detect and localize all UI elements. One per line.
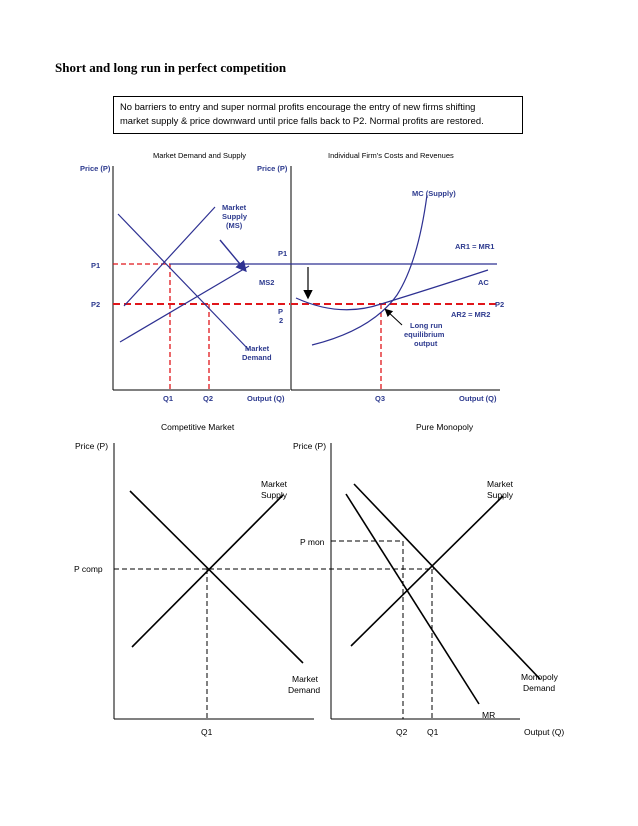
monopoly-title: Pure Monopoly: [416, 422, 474, 432]
competitive-pcomp-label: P comp: [74, 564, 103, 574]
monopoly-demand-curve: [354, 484, 540, 679]
firm-lr-label-1: Long run: [410, 321, 443, 330]
pure-monopoly-diagram: [209, 422, 564, 737]
monopoly-demand-label-2: Demand: [523, 683, 556, 693]
market-demand-curve: [118, 214, 249, 350]
firm-ar2-label: AR2 = MR2: [451, 310, 491, 319]
market-q2-label: Q2: [203, 394, 214, 403]
firm-ar1-label: AR1 = MR1: [455, 242, 495, 251]
competitive-supply-label-2: Supply: [261, 490, 287, 500]
firm-p2-right-label: P2: [495, 300, 505, 309]
firm-q3-label: Q3: [375, 394, 386, 403]
competitive-q1-label: Q1: [201, 727, 213, 737]
market-diagram-title: Market Demand and Supply: [153, 151, 246, 160]
firm-ac-label: AC: [478, 278, 489, 287]
monopoly-x-axis-label: Output (Q): [524, 727, 565, 737]
monopoly-y-axis-label: Price (P): [293, 441, 327, 451]
market-p1-label: P1: [91, 261, 101, 270]
market-demand-label-1: Market: [245, 344, 270, 353]
monopoly-q1-label: Q1: [427, 727, 439, 737]
market-x-axis-label: Output (Q): [247, 394, 285, 403]
monopoly-pmon-label: P mon: [300, 537, 325, 547]
explanation-line-2: market supply & price downward until price falls back to P2. Normal profits are restored.: [120, 115, 484, 126]
firm-y-axis-label: Price (P): [257, 164, 288, 173]
firm-mc-label: MC (Supply): [412, 189, 456, 198]
market-supply-label-2: Supply: [222, 212, 248, 221]
explanation-line-1: No barriers to entry and super normal profits encourage the entry of new firms shifting: [120, 101, 476, 112]
market-supply-label-3: (MS): [226, 221, 243, 230]
monopoly-supply-label-1: Market: [487, 479, 513, 489]
market-ms2-label: MS2: [259, 278, 275, 287]
competitive-demand-label-2: Demand: [288, 685, 321, 695]
market-p2-label: P2: [91, 300, 101, 309]
competitive-demand-curve: [130, 491, 303, 663]
firm-lr-label-2: equilibrium: [404, 330, 445, 339]
firm-p1-label: P1: [278, 249, 288, 258]
firm-p2-label-a: P: [278, 307, 284, 316]
competitive-supply-label-1: Market: [261, 479, 287, 489]
equilibrium-pointer-arrow: [386, 310, 402, 325]
firm-lr-label-3: output: [414, 339, 438, 348]
monopoly-q2-label: Q2: [396, 727, 408, 737]
firm-costs-revenues-diagram: [170, 151, 504, 403]
monopoly-mr-curve: [346, 494, 479, 704]
competitive-market-diagram: [74, 422, 320, 737]
market-demand-supply-diagram: [80, 151, 290, 403]
competitive-demand-label-1: Market: [292, 674, 318, 684]
supply-shift-arrow: [220, 240, 245, 270]
market-supply-label-1: Market: [222, 203, 247, 212]
market-demand-label-2: Demand: [242, 353, 272, 362]
firm-p2-label-b: 2: [279, 316, 284, 325]
monopoly-supply-label-2: Supply: [487, 490, 513, 500]
market-y-axis-label: Price (P): [80, 164, 111, 173]
competitive-title: Competitive Market: [161, 422, 235, 432]
monopoly-supply-curve: [351, 496, 503, 646]
page-heading: Short and long run in perfect competition: [55, 60, 287, 75]
market-q1-label: Q1: [163, 394, 174, 403]
firm-diagram-title: Individual Firm’s Costs and Revenues: [328, 151, 454, 160]
competitive-y-axis-label: Price (P): [75, 441, 109, 451]
monopoly-mr-label: MR: [482, 710, 496, 720]
monopoly-demand-label-1: Monopoly: [521, 672, 558, 682]
firm-x-axis-label: Output (Q): [459, 394, 497, 403]
